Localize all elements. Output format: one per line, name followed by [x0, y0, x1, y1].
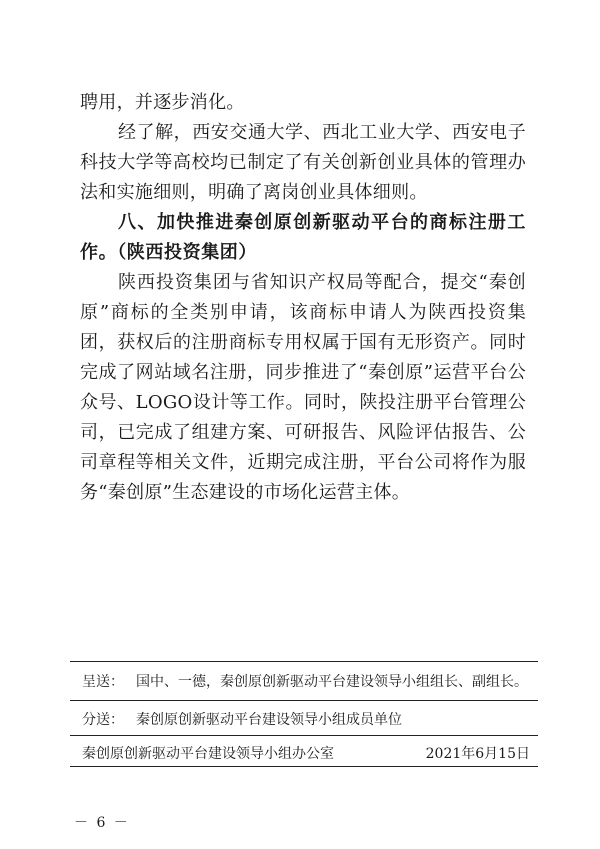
footer-top-rule: [70, 661, 538, 662]
footer-bottom-rule: [70, 766, 538, 767]
footer-office-line: [82, 743, 530, 763]
cc-recipients: 秦创原创新驱动平台建设领导小组成员单位: [136, 712, 402, 728]
footer-middle-rule: [70, 700, 538, 701]
submit-recipients: 国中、一德，秦创原创新驱动平台建设领导小组组长、副组长。: [136, 674, 528, 690]
footer-submit-line: [82, 671, 532, 691]
document-body: [80, 88, 526, 508]
paragraph-continuation: 聘用，并逐步消化。: [80, 92, 245, 113]
paragraph-university-rules: 经了解，西安交通大学、西北工业大学、西安电子科技大学等高校均已制定了有关创新创业具体的管理办法和实施细则，明确了离岗创业具体细则。: [80, 122, 526, 203]
cc-label: 分送：: [82, 712, 124, 728]
submit-label: 呈送：: [82, 674, 124, 690]
section-heading-trademark: 八、加快推进秦创原创新驱动平台的商标注册工作。（陕西投资集团）: [80, 212, 526, 263]
issue-date: 2021年6月15日: [425, 746, 530, 762]
footer-cc-line: [82, 709, 532, 729]
page-number: － 6 －: [74, 815, 130, 831]
footer-lower-rule: [70, 735, 538, 736]
issuing-office: 秦创原创新驱动平台建设领导小组办公室: [82, 746, 334, 762]
paragraph-trademark-progress: 陕西投资集团与省知识产权局等配合，提交“秦创原”商标的全类别申请，该商标申请人为陕西投资集团，获权后的注册商标专用权属于国有无形资产。同时完成了网站域名注册，同步推进了“秦创原”运营平台公众号、LOGO设计等工作。同时，陕投注册平台管理公司，已完成了组建方案、可研报告、风险评估报告、公司章程等相关文件，近期完成注册，平台公司将作为服务“秦创原”生态建设的市场化运营主体。: [80, 272, 526, 503]
